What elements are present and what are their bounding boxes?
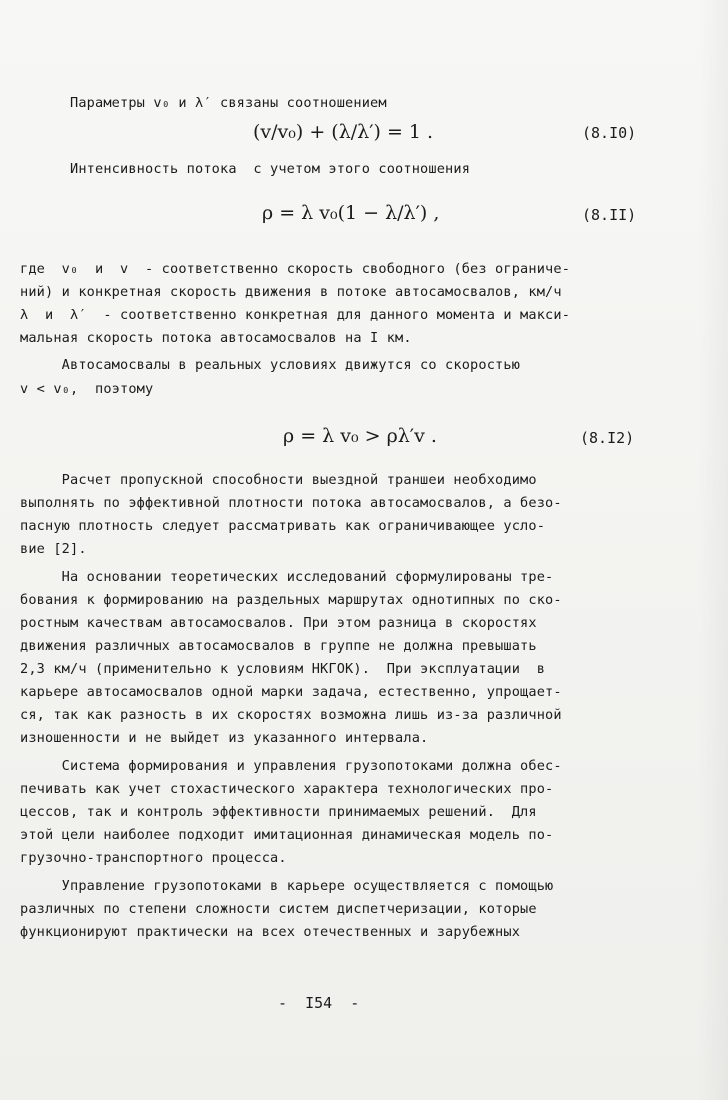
text-line: На основании теоретических исследований сформулированы тре- <box>20 569 554 585</box>
text-line: мальная скорость потока автосамосвалов на I км. <box>20 330 412 346</box>
page-edge-shadow <box>698 0 728 1100</box>
text-line: ся, так как разность в их скоростях возможна лишь из-за различной <box>20 707 562 723</box>
text-line: ний) и конкретная скорость движения в потоке автосамосвалов, км/ч <box>20 284 562 300</box>
text-line: где v₀ и v - соответственно скорость свободного (без ограниче- <box>20 261 571 277</box>
text-line: Расчет пропускной способности выездной траншеи необходимо <box>20 472 537 488</box>
equation-number-8-11: (8.II) <box>582 206 637 224</box>
text-line: Система формирования и управления грузопотоками должна обес- <box>20 758 562 774</box>
equation-number-8-12: (8.I2) <box>580 429 635 447</box>
equation-8-11: ρ = λ v₀(1 − λ/λ′) , <box>262 202 440 224</box>
text-line: различных по степени сложности систем диспетчеризации, которые <box>20 901 537 917</box>
text-line: пасную плотность следует рассматривать как ограничивающее усло- <box>20 518 546 534</box>
text-line: функционируют практически на всех отечественных и зарубежных <box>20 924 521 940</box>
text-line: λ и λ′ - соответственно конкретная для данного момента и макси- <box>20 307 571 323</box>
text-line: печивать как учет стохастического характера технологических про- <box>20 781 554 797</box>
text-line: цессов, так и контроль эффективности принимаемых решений. Для <box>20 804 537 820</box>
text-line: движения различных автосамосвалов в группе не должна превышать <box>20 638 537 654</box>
text-line: этой цели наиболее подходит имитационная динамическая модель по- <box>20 827 554 843</box>
text-line: изношенности и не выйдет из указанного интервала. <box>20 730 429 746</box>
text-line: Автосамосвалы в реальных условиях движутся со скоростью <box>20 357 521 373</box>
text-line: v < v₀, поэтому <box>20 381 154 397</box>
text-line: ростным качествам автосамосвалов. При этом разница в скоростях <box>20 615 537 631</box>
equation-8-12: ρ = λ v₀ > ρλ′v . <box>283 425 437 447</box>
equation-number-8-10: (8.I0) <box>582 124 637 142</box>
text-line: вие [2]. <box>20 541 87 557</box>
intensity-line: Интенсивность потока с учетом этого соотношения <box>70 161 471 177</box>
intro-line: Параметры v₀ и λ′ связаны соотношением <box>70 95 387 111</box>
equation-8-10: (v/v₀) + (λ/λ′) = 1 . <box>253 121 434 143</box>
text-line: бования к формированию на раздельных маршрутах однотипных по ско- <box>20 592 562 608</box>
text-line: грузочно-транспортного процесса. <box>20 850 287 866</box>
text-line: карьере автосамосвалов одной марки задача, естественно, упрощает- <box>20 684 562 700</box>
page-number: - I54 - <box>278 994 360 1012</box>
text-line: 2,3 км/ч (применительно к условиям НКГОК). При эксплуатации в <box>20 661 546 677</box>
text-line: выполнять по эффективной плотности потока автосамосвалов, а безо- <box>20 495 562 511</box>
text-line: Управление грузопотоками в карьере осуществляется с помощью <box>20 878 554 894</box>
